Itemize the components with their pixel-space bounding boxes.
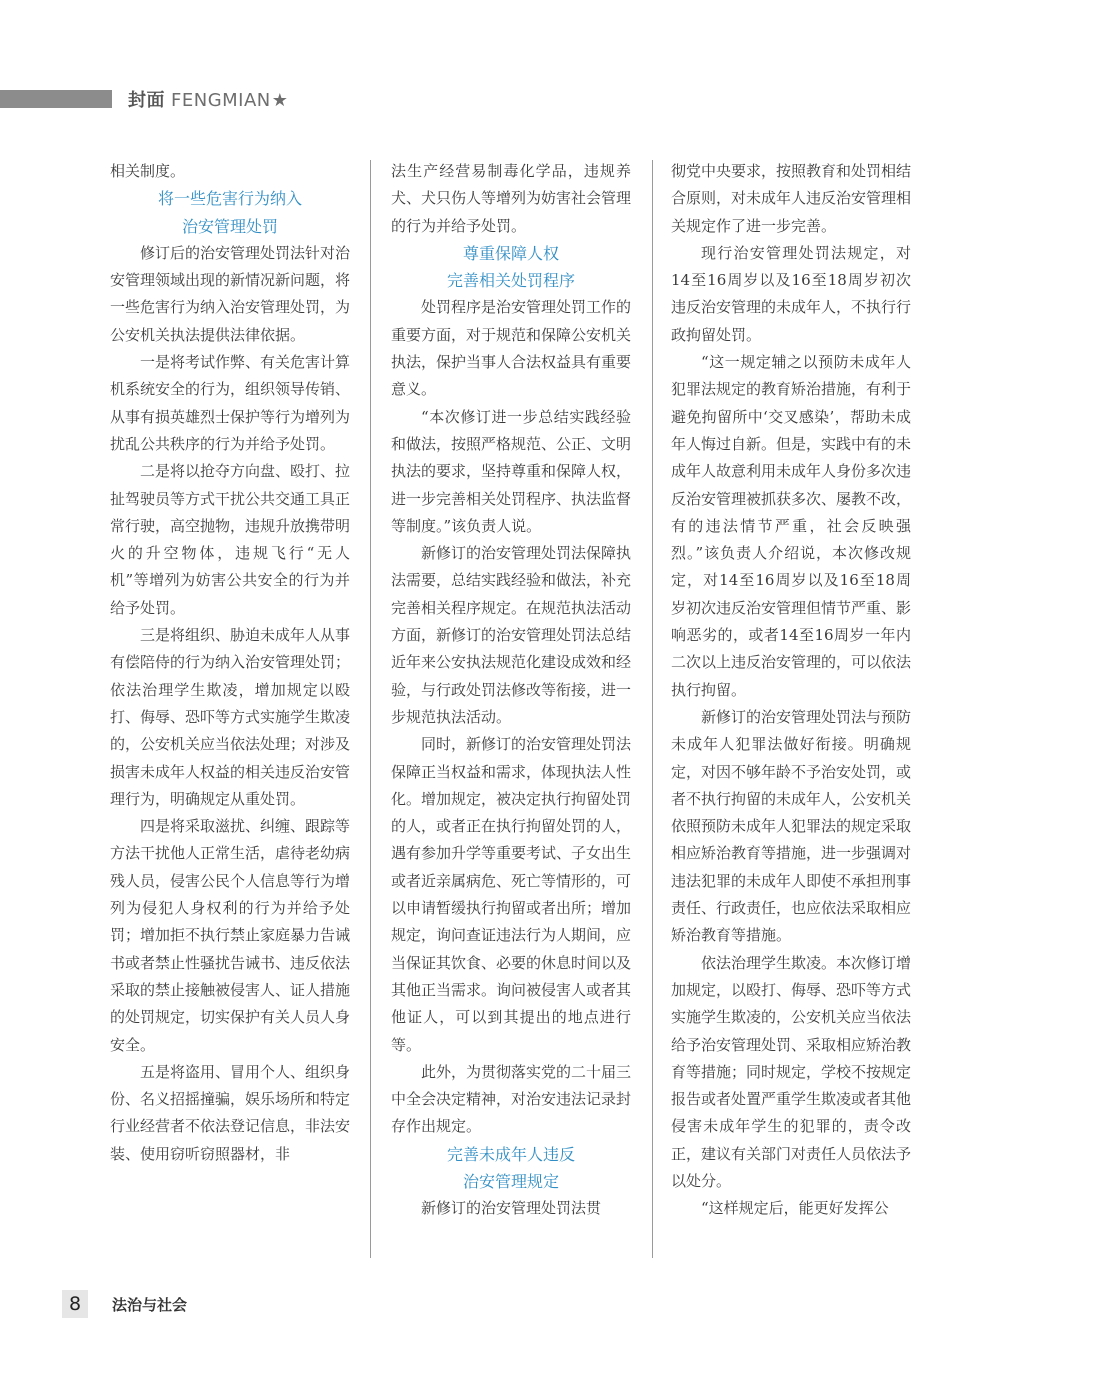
section-header (128, 86, 288, 112)
paragraph: “本次修订进一步总结实践经验和做法，按照严格规范、公正、文明执法的要求，坚持尊重和保障人权，进一步完善相关处罚程序、执法监督等制度。”该负责人说。 (391, 407, 632, 535)
section-subheading: 将一些危害行为纳入 (157, 189, 302, 209)
section-title-en: FENGMIAN (171, 90, 271, 111)
paragraph: 四是将采取滋扰、纠缠、跟踪等方法干扰他人正常生活，虐待老幼病残人员，侵害公民个人信息等行为增列为侵犯人身权利的行为并给予处罚；增加拒不执行禁止家庭暴力告诫书或者禁止性骚扰告诫书、违反依法采取的禁止接触被侵害人、证人措施的处罚规定，切实保护有关人员人身安全。 (110, 817, 351, 1054)
paragraph: 依法治理学生欺凌。本次修订增加规定，以殴打、侮辱、恐吓等方式实施学生欺凌的，公安机关应当依法给予治安管理处罚、采取相应矫治教育等措施；同时规定，学校不按规定报告或者处置严重学生欺凌或者其他侵害未成年学生的犯罪的，责令改正，建议有关部门对责任人员依法予以处分。 (671, 953, 912, 1190)
paragraph: 新修订的治安管理处罚法与预防未成年人犯罪法做好衔接。明确规定，对因不够年龄不予治安处罚，或者不执行拘留的未成年人，公安机关依照预防未成年人犯罪法的规定采取相应矫治教育等措施，进一步强调对违法犯罪的未成年人即使不承担刑事责任、行政责任，也应依法采取相应矫治教育等措施。 (671, 707, 912, 945)
article-column-3 (671, 158, 911, 1223)
article-column-1 (110, 158, 350, 1168)
header-bar (0, 90, 112, 108)
paragraph: 新修订的治安管理处罚法保障执法需要，总结实践经验和做法，补充完善相关程序规定。在规范执法活动方面，新修订的治安管理处罚法总结近年来公安执法规范化建设成效和经验，与行政处罚法修改等衔接，进一步规范执法活动。 (391, 544, 632, 726)
paragraph: 现行治安管理处罚法规定，对14至16周岁以及16至18周岁初次违反治安管理的未成年人，不执行行政拘留处罚。 (671, 243, 912, 344)
paragraph: 五是将盗用、冒用个人、组织身份、名义招摇撞骗，娱乐场所和特定行业经营者不依法登记信息，非法安装、使用窃听窃照器材，非 (110, 1062, 351, 1163)
paragraph: 处罚程序是治安管理处罚工作的重要方面，对于规范和保障公安机关执法，保护当事人合法权益具有重要意义。 (391, 298, 632, 399)
paragraph: 修订后的治安管理处罚法针对治安管理领域出现的新情况新问题，将一些危害行为纳入治安管理处罚，为公安机关执法提供法律依据。 (110, 243, 351, 344)
paragraph: 新修订的治安管理处罚法贯 (421, 1199, 602, 1218)
section-subheading: 完善相关处罚程序 (446, 271, 575, 291)
paragraph-continued: 彻党中央要求，按照教育和处罚相结合原则，对未成年人违反治安管理相关规定作了进一步完善。 (671, 162, 912, 235)
section-subheading: 完善未成年人违反 (446, 1144, 575, 1164)
column-divider (370, 160, 371, 1258)
star-icon: ★ (271, 90, 289, 111)
section-subheading: 尊重保障人权 (462, 243, 559, 263)
paragraph: 三是将组织、胁迫未成年人从事有偿陪侍的行为纳入治安管理处罚；依法治理学生欺凌，增加规定以殴打、侮辱、恐吓等方式实施学生欺凌的，公安机关应当依法处理；对涉及损害未成年人权益的相关违反治安管理行为，明确规定从重处罚。 (110, 626, 351, 808)
paragraph: 同时，新修订的治安管理处罚法保障正当权益和需求，体现执法人性化。增加规定，被决定执行拘留处罚的人，或者正在执行拘留处罚的人，遇有参加升学等重要考试、子女出生或者近亲属病危、死亡等情形的，可以申请暂缓执行拘留或者出所；增加规定，询问查证违法行为人期间，应当保证其饮食、必要的休息时间以及其他正当需求。询问被侵害人或者其他证人，可以到其提出的地点进行等。 (391, 735, 632, 1054)
magazine-title: 法治与社会 (112, 1296, 188, 1314)
paragraph-continued: 相关制度。 (110, 162, 186, 180)
paragraph-continued: 法生产经营易制毒化学品，违规养犬、犬只伤人等增列为妨害社会管理的行为并给予处罚。 (391, 162, 632, 235)
column-divider (652, 160, 653, 1258)
paragraph: “这样规定后，能更好发挥公 (701, 1199, 889, 1218)
section-subheading: 治安管理规定 (462, 1171, 559, 1191)
section-title-cn: 封面 (128, 90, 165, 111)
page-number: 8 (62, 1290, 88, 1318)
article-column-2 (391, 158, 631, 1223)
paragraph: 二是将以抢夺方向盘、殴打、拉扯驾驶员等方式干扰公共交通工具正常行驶，高空抛物，违规升放携带明火的升空物体，违规飞行“无人机”等增列为妨害公共安全的行为并给予处罚。 (110, 462, 351, 617)
paragraph: 一是将考试作弊、有关危害计算机系统安全的行为，组织领导传销、从事有损英雄烈士保护等行为增列为扰乱公共秩序的行为并给予处罚。 (110, 353, 351, 453)
paragraph: 此外，为贯彻落实党的二十届三中全会决定精神，对治安违法记录封存作出规定。 (391, 1062, 632, 1136)
paragraph: “这一规定辅之以预防未成年人犯罪法规定的教育矫治措施，有利于避免拘留所中‘交叉感染’，帮助未成年人悔过自新。但是，实践中有的未成年人故意利用未成年人身份多次违反治安管理被抓获多次、屡教不改，有的违法情节严重，社会反映强烈。”该负责人介绍说，本次修改规定，对14至16周岁以及16至18周岁初次违反治安管理但情节严重、影响恶劣的，或者14至16周岁一年内二次以上违反治安管理的，可以依法执行拘留。 (671, 353, 912, 699)
section-subheading: 治安管理处罚 (181, 216, 278, 236)
